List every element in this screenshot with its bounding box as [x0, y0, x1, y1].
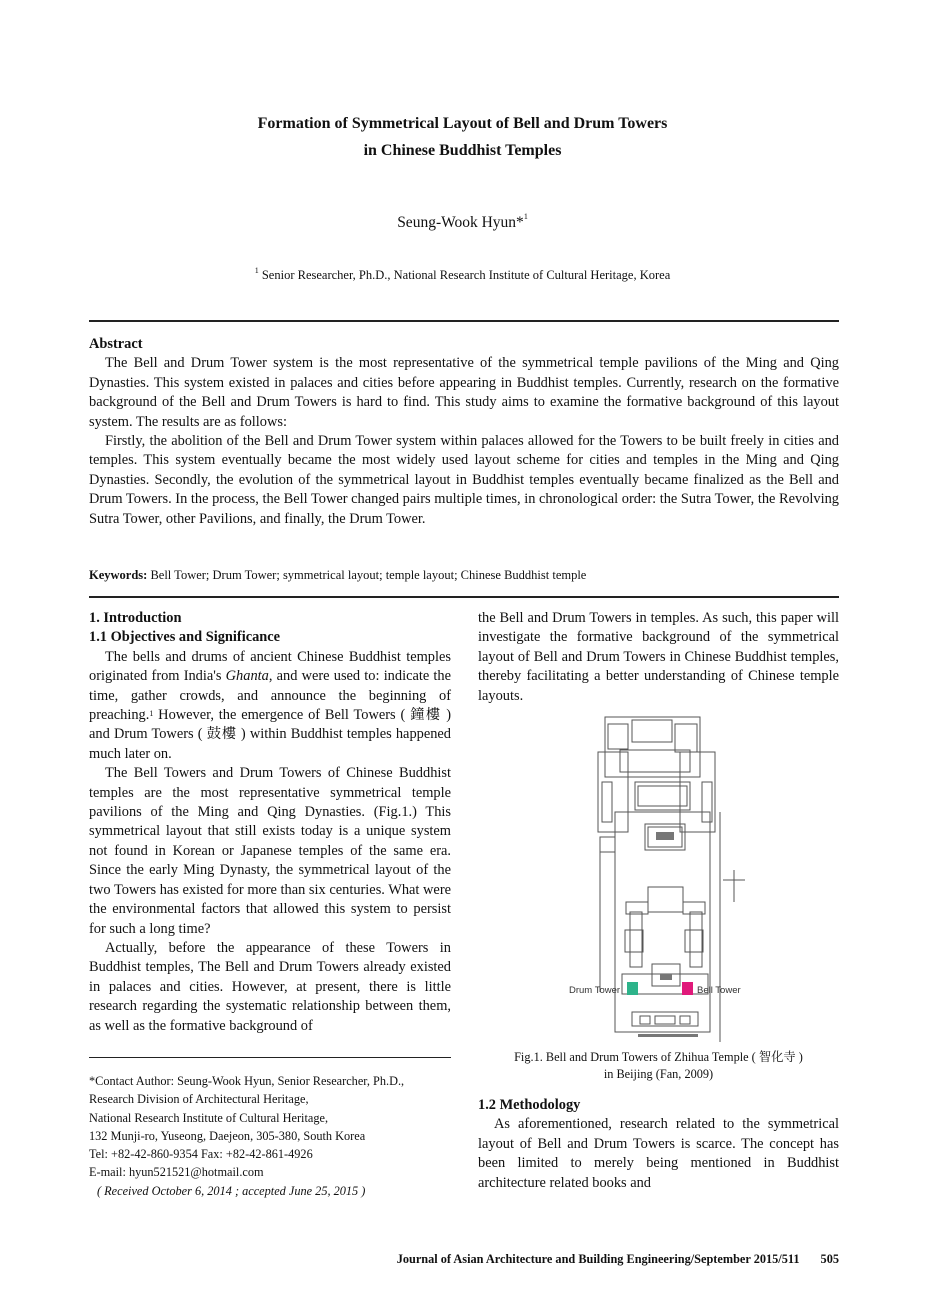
footnote-line: *Contact Author: Seung-Wook Hyun, Senior Researcher, Ph.D., — [89, 1074, 405, 1088]
caption-line-1: Fig.1. Bell and Drum Towers of Zhihua Temple ( 智化寺 ) — [514, 1050, 803, 1064]
journal-info: Journal of Asian Architecture and Building Engineering/September 2015/511 — [396, 1252, 800, 1266]
intro-p1-text-c: However, the emergence of Bell Towers ( 鐘樓 ) and Drum Towers ( 鼓樓 ) within Buddhist temples happened much later on. — [89, 707, 451, 762]
footnote-line: National Research Institute of Cultural Heritage, — [89, 1110, 329, 1125]
right-column — [478, 609, 839, 706]
author-line — [0, 214, 925, 232]
contact-footnote — [89, 1072, 469, 1200]
keywords-line — [89, 568, 839, 583]
paper-title — [0, 110, 925, 164]
page-number: 505 — [820, 1252, 839, 1266]
intro-p1-text-b: , and were used to: indicate the time, gather crowds, and announce the beginning of preaching. — [89, 668, 452, 724]
affiliation-sup: 1 — [254, 266, 259, 275]
affiliation-line — [0, 268, 925, 283]
intro-p1-emphasis: Ghanta — [225, 668, 269, 685]
abstract-paragraph-1: The Bell and Drum Tower system is the most representative of the symmetrical temple pavilions of the Ming and Qing Dynasties. This system existed in palaces and cities before appearing in Buddhist temples. Currently, research on the formative background of the Bell and Drum Towers is hard to find. This study aims to examine the formative background of this layout system. The results are as follows: — [89, 355, 839, 430]
bell-tower-label: Bell Tower — [697, 985, 741, 996]
abstract-paragraph-2: Firstly, the abolition of the Bell and Drum Tower system within palaces allowed for the Towers to be built freely in cities and temples. This system eventually became the most widely used layout scheme for cities and temples in the Ming and Qing Dynasties. Secondly, the evolution of the symmetrical layout in Buddhist temples eventually became finalized as the Bell and Drum Towers. In the process, the Bell Tower changed pairs multiple times, in chronological order: the Sutra Tower, the Revolving Sutra Tower, other Pavilions, and finally, the Drum Tower. — [89, 433, 839, 527]
methodology-section — [478, 1096, 839, 1193]
footnote-line: Tel: +82-42-860-9354 Fax: +82-42-861-4926 — [89, 1147, 313, 1162]
footnote-line: 132 Munji-ro, Yuseong, Daejeon, 305-380, South Korea — [89, 1128, 366, 1143]
abstract-heading: Abstract — [89, 336, 143, 352]
section-1-1-heading: 1.1 Objectives and Significance — [89, 629, 281, 646]
top-rule — [89, 320, 839, 322]
keywords-rule — [89, 596, 839, 598]
page-footer — [397, 1252, 839, 1267]
received-dates: ( Received October 6, 2014 ; accepted June 25, 2015 ) — [97, 1183, 366, 1198]
author-name: Seung-Wook Hyun* — [397, 214, 524, 231]
temple-plan-figure — [560, 712, 760, 1042]
left-column — [89, 609, 451, 1036]
footnote-line: E-mail: hyun521521@hotmail.com — [89, 1165, 264, 1180]
methodology-paragraph: As aforementioned, research related to the symmetrical layout of Bell and Drum Towers is scarce. The concept has been limited to merely being mentioned in Buddhist architecture related books and — [478, 1116, 839, 1191]
author-sup: 1 — [523, 212, 528, 221]
caption-line-2: in Beijing (Fan, 2009) — [603, 1067, 714, 1081]
intro-paragraph-continued: the Bell and Drum Towers in temples. As such, this paper will investigate the formative background of the symmetrical layout of Bell and Drum Towers in Chinese Buddhist temples, thereby facilitating a better understanding of Chinese temple layouts. — [478, 610, 839, 704]
drum-tower-marker — [627, 982, 638, 995]
intro-p1-text-a: The bells and drums of ancient Chinese Buddhist temples originated from India's — [89, 648, 451, 685]
footnote-ref: 1 — [149, 709, 154, 719]
title-line-2: in Chinese Buddhist Temples — [363, 142, 562, 159]
figure-caption — [478, 1049, 839, 1083]
footnote-rule — [89, 1057, 451, 1058]
keywords-label: Keywords: — [89, 568, 148, 582]
intro-paragraph-1 — [89, 648, 451, 764]
abstract-section — [89, 335, 839, 529]
section-1-heading: 1. Introduction — [89, 610, 182, 626]
title-line-1: Formation of Symmetrical Layout of Bell and Drum Towers — [257, 115, 668, 132]
intro-paragraph-3: Actually, before the appearance of these Towers in Buddhist temples, The Bell and Drum Towers already existed in palaces and cities. However, at present, there is little research regarding the systematic relationship between them, as well as the formative background of — [89, 939, 451, 1034]
drum-tower-label: Drum Tower — [569, 985, 621, 996]
section-1-2-heading: 1.2 Methodology — [478, 1097, 581, 1113]
affiliation: Senior Researcher, Ph.D., National Research Institute of Cultural Heritage, Korea — [261, 268, 671, 282]
bell-tower-marker — [682, 982, 693, 995]
intro-paragraph-2: The Bell Towers and Drum Towers of Chinese Buddhist temples are the most representative symmetrical temple pavilions of the Ming and Qing Dynasties. (Fig.1.) This symmetrical layout that still exists today is a unique system not found in Korean or Japanese temples of the same era. Since the early Ming Dynasty, the symmetrical layout of the two Towers has existed for more than six centuries. What were the environmental factors that allowed this system to persist for such a long time? — [89, 765, 451, 937]
footnote-line: Research Division of Architectural Heritage, — [89, 1092, 309, 1107]
keywords-text: Bell Tower; Drum Tower; symmetrical layout; temple layout; Chinese Buddhist temple — [150, 568, 587, 582]
